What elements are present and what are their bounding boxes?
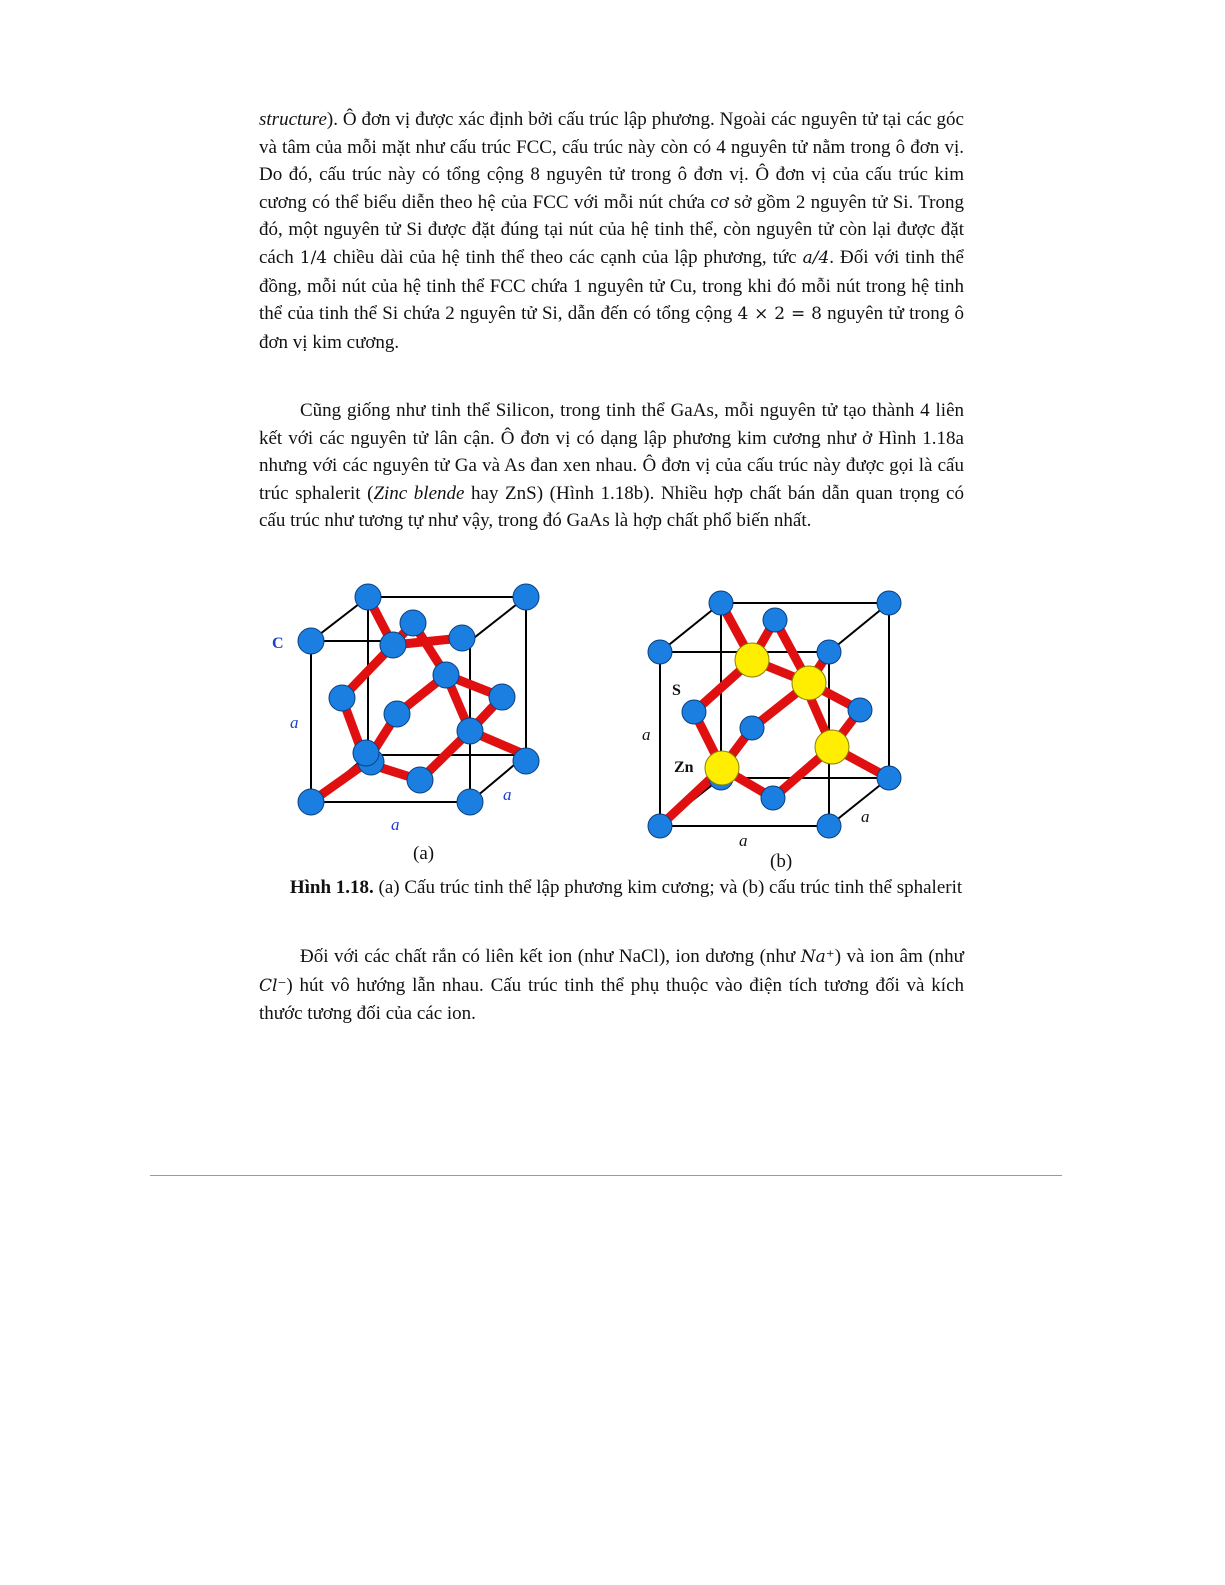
math-product: 4 × 2 = 8 <box>737 304 822 325</box>
paragraph-text: ) và ion âm (như <box>834 946 964 967</box>
label-c: C <box>272 635 284 652</box>
italic-term: structure <box>259 109 327 130</box>
label-zn: Zn <box>674 759 694 776</box>
atom <box>817 814 841 838</box>
caption-label: Hình 1.18. <box>289 877 374 898</box>
label-a-depth: a <box>861 807 870 826</box>
atom <box>513 584 539 610</box>
atom <box>355 584 381 610</box>
atom <box>817 640 841 664</box>
caption-text: (a) Cấu trúc tinh thể lập phương kim cương; và (b) cấu trúc tinh thể sphalerit <box>373 877 963 898</box>
atom <box>513 748 539 774</box>
figure-diamond-cubic <box>266 580 556 870</box>
figure-caption <box>270 874 982 901</box>
label-a-width: a <box>739 831 748 850</box>
atom <box>380 632 406 658</box>
atom <box>877 591 901 615</box>
label-a-height: a <box>642 725 651 744</box>
atom <box>407 767 433 793</box>
atom <box>433 662 459 688</box>
atom <box>848 698 872 722</box>
atom <box>298 628 324 654</box>
atom <box>449 625 475 651</box>
atom <box>648 640 672 664</box>
atom <box>329 685 355 711</box>
paragraph-text: Cũng giống như tinh thể Silicon, trong tinh thể GaAs, mỗi nguyên tử tạo thành 4 liên kết với các nguyên tử lân cận. Ô đơn vị có dạng lập phương kim cương như ở Hình 1.18a nhưng với các nguyên tử Ga và As đan xen nhau. Ô đơn vị của cấu trúc này được gọi là cấu trúc sphalerit ( <box>259 400 964 504</box>
atom <box>489 684 515 710</box>
math-quarter: 1/4 <box>299 247 328 268</box>
atom <box>298 789 324 815</box>
atom <box>648 814 672 838</box>
atom <box>353 740 379 766</box>
paragraph-text: hay ZnS) (Hình 1.18b). Nhiều hợp chất bán dẫn quan trọng có cấu trúc như tương tự như vậy, trong đó GaAs là hợp chất phổ biến nhất. <box>259 482 964 532</box>
paragraph-gaas <box>259 397 964 535</box>
math-na: Na⁺ <box>800 947 835 967</box>
zn-atom <box>735 643 769 677</box>
atom <box>877 766 901 790</box>
label-a-depth: a <box>503 785 512 804</box>
paragraph-text: chiều dài của hệ tinh thể theo các cạnh của lập phương, tức <box>327 246 803 268</box>
atom <box>709 591 733 615</box>
footer-divider <box>150 1175 1062 1176</box>
paragraph-text: Đối với các chất rắn có liên kết ion (như NaCl), ion dương (như <box>300 946 801 967</box>
atom <box>761 786 785 810</box>
paragraph-diamond-structure <box>259 106 964 356</box>
figure-b-label: (b) <box>770 851 793 872</box>
paragraph-ionic <box>259 943 964 1028</box>
zn-atom <box>792 666 826 700</box>
atom <box>400 610 426 636</box>
paragraph-text: . Đối với tinh thể đồng, mỗi nút của hệ tinh thể FCC chứa 1 nguyên tử Cu, trong khi đó mỗi nút trong hệ tinh thể của tinh thể Si chứa 2 nguyên tử Si, dẫn đến có tổng cộng <box>259 246 964 325</box>
paragraph-text: ). Ô đơn vị được xác định bởi cấu trúc lập phương. Ngoài các nguyên tử tại các góc và tâm của mỗi mặt như cấu trúc FCC, cấu trúc này còn có 4 nguyên tử nằm trong ô đơn vị. Do đó, cấu trúc này có tổng cộng 8 nguyên tử trong ô đơn vị. Ô đơn vị của cấu trúc kim cương có thể biểu diễn theo hệ của FCC với mỗi nút chứa cơ sở gồm 2 nguyên tử Si. Trong đó, một nguyên tử Si được đặt đúng tại nút của hệ tinh thể, còn nguyên tử còn lại được đặt cách <box>259 109 964 268</box>
math-a-over-4: a/4 <box>802 247 830 268</box>
atom <box>384 701 410 727</box>
paragraph-text: nguyên tử trong ô đơn vị kim cương. <box>259 303 964 353</box>
atom <box>740 716 764 740</box>
figure-sphalerite <box>636 582 926 882</box>
atom <box>763 608 787 632</box>
atom <box>682 700 706 724</box>
zn-atom <box>815 730 849 764</box>
label-a-height: a <box>290 713 299 732</box>
label-a-width: a <box>391 815 400 834</box>
paragraph-text: ) hút vô hướng lẫn nhau. Cấu trúc tinh thể phụ thuộc vào điện tích tương đối và kích thước tương đối của các ion. <box>259 974 964 1025</box>
figure-a-label: (a) <box>413 843 435 864</box>
math-cl: Cl⁻ <box>259 975 287 996</box>
zn-atom <box>705 751 739 785</box>
atom <box>457 789 483 815</box>
italic-term: Zinc blende <box>373 482 465 504</box>
label-s: S <box>672 682 681 699</box>
atom <box>457 718 483 744</box>
